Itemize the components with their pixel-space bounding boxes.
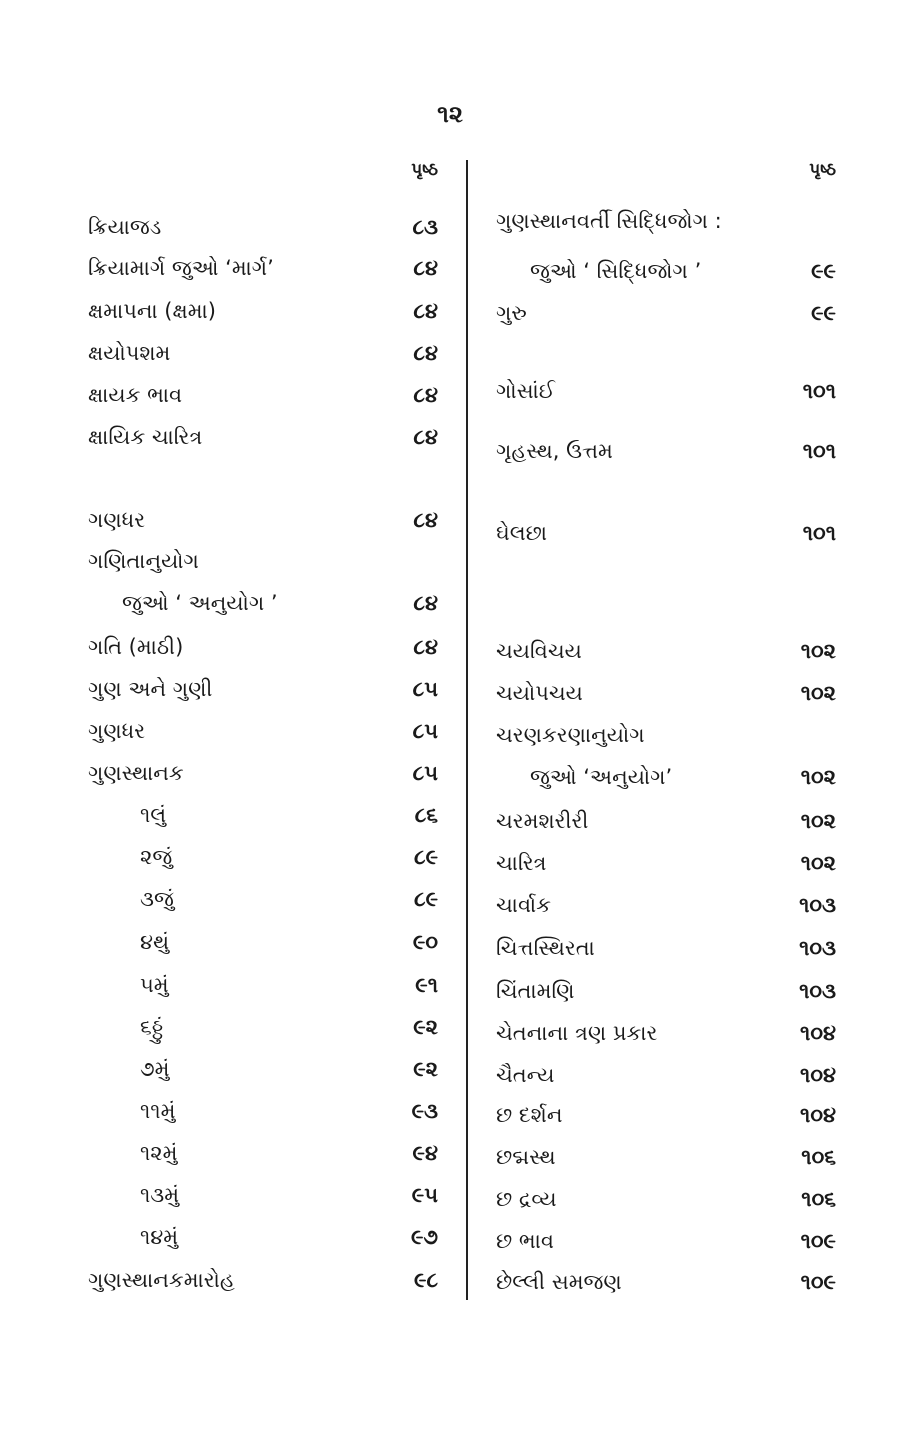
entry-term: ક્ષાયક ભાવ: [88, 383, 183, 407]
entry-term: ચિંતામણિ: [496, 979, 575, 1003]
entry-page: ૧૦૨: [800, 809, 836, 833]
entry-term: ૩જું: [140, 887, 174, 911]
index-entry: [496, 1142, 836, 1172]
index-entry: [496, 890, 836, 920]
entry-page: ૧૦૬: [801, 1145, 836, 1169]
index-entry: [496, 1018, 836, 1048]
index-entry: [496, 933, 836, 963]
index-entry: [88, 1138, 438, 1168]
index-entry: [88, 1054, 438, 1084]
index-entry: [88, 842, 438, 872]
index-entry: [496, 1100, 836, 1130]
index-entry: [496, 762, 836, 792]
entry-page: ૯૮: [414, 1268, 438, 1292]
entry-page: ૧૦૨: [800, 851, 836, 875]
entry-page: ૯૧: [415, 973, 438, 997]
entry-page: ૮૯: [414, 887, 438, 911]
entry-term: ૧૩મું: [140, 1183, 180, 1207]
entry-term: ૧૧મું: [140, 1099, 176, 1123]
entry-page: ૮૫: [412, 677, 438, 701]
index-entry: [496, 848, 836, 878]
entry-term: ૧૨મું: [140, 1141, 178, 1165]
entry-page: ૧૦૪: [800, 1063, 836, 1087]
index-entry: [88, 1265, 438, 1295]
index-entry: [88, 505, 438, 535]
entry-page: ૧૦૬: [801, 1187, 836, 1211]
index-entry: [88, 716, 438, 746]
index-entry: [88, 212, 438, 242]
entry-term: ચૈતન્ય: [496, 1063, 555, 1087]
entry-term: ગુરુ: [496, 301, 527, 325]
entry-term: ક્રિયાજડ: [88, 215, 162, 239]
index-entry: [496, 256, 836, 286]
entry-page: ૯૫: [411, 1183, 438, 1207]
entry-page: ૯૯: [811, 259, 836, 283]
entry-term: છ દ્રવ્ય: [496, 1187, 557, 1211]
entry-term: ચયોપચય: [496, 681, 583, 705]
index-entry: [496, 720, 836, 750]
index-entry: [496, 206, 836, 236]
entry-term: ક્ષાયિક ચારિત્ર: [88, 425, 203, 449]
entry-term: છદ્મસ્થ: [496, 1145, 556, 1169]
entry-term: ઘેલછા: [496, 521, 547, 545]
entry-term: ચરમશરીરી: [496, 809, 589, 833]
index-entry: [88, 1012, 438, 1042]
entry-page: ૮૩: [412, 215, 438, 239]
entry-page: ૯૦: [412, 930, 438, 954]
entry-term: ગુણસ્થાનવર્તી સિદ્ધિજોગ :: [496, 209, 722, 233]
entry-page: ૮૪: [413, 341, 438, 365]
entry-page: ૯૪: [412, 1141, 438, 1165]
entry-term: જુઓ ‘અનુયોગ’: [530, 765, 673, 789]
entry-page: ૯૯: [811, 301, 836, 325]
index-entry: [88, 632, 438, 662]
entry-term: ગૃહસ્થ, ઉત્તમ: [496, 439, 613, 463]
entry-page: ૧૦૯: [800, 1270, 836, 1294]
index-entry: [496, 1184, 836, 1214]
entry-term: ગણિતાનુયોગ: [88, 549, 199, 573]
entry-term: છ ભાવ: [496, 1229, 554, 1253]
entry-term: ચિત્તસ્થિરતા: [496, 936, 595, 960]
entry-term: ૨જું: [140, 845, 173, 869]
entry-term: ગણધર: [88, 508, 146, 532]
entry-term: જુઓ ‘ અનુયોગ ’: [122, 591, 278, 615]
entry-term: ક્રિયામાર્ગ જુઓ ‘માર્ગ’: [88, 256, 274, 280]
entry-page: ૧૦૨: [800, 639, 836, 663]
index-entry: [496, 1226, 836, 1256]
index-entry: [88, 758, 438, 788]
index-entry: [496, 636, 836, 666]
entry-term: ગુણધર: [88, 719, 146, 743]
left-page-header: પૃષ્ઠ: [411, 160, 438, 180]
entry-term: જુઓ ‘ સિદ્ધિજોગ ’: [530, 259, 702, 283]
index-entry: [496, 1267, 836, 1297]
index-entry: [88, 380, 438, 410]
entry-page: ૧૦૪: [800, 1021, 836, 1045]
entry-page: ૧૦૯: [800, 1229, 836, 1253]
entry-term: ૧૪મું: [140, 1225, 179, 1249]
entry-term: ૫મું: [140, 973, 169, 997]
index-entry: [496, 518, 836, 548]
index-entry: [88, 1096, 438, 1126]
entry-page: ૮૪: [413, 591, 438, 615]
entry-page: ૧૦૧: [802, 439, 836, 463]
entry-page: ૧૦૨: [800, 765, 836, 789]
entry-page: ૮૬: [414, 803, 438, 827]
entry-term: ચરણકરણાનુયોગ: [496, 723, 645, 747]
index-entry: [496, 806, 836, 836]
page-number: ૧૨: [437, 100, 463, 128]
index-entry: [88, 800, 438, 830]
entry-term: ક્ષમાપના (ક્ષમા): [88, 299, 216, 323]
entry-page: ૧૦૧: [802, 379, 836, 403]
entry-page: ૮૫: [412, 719, 438, 743]
entry-page: ૮૪: [413, 635, 438, 659]
entry-page: ૮૯: [414, 845, 438, 869]
index-entry: [88, 296, 438, 326]
entry-page: ૧૦૨: [800, 681, 836, 705]
entry-page: ૮૪: [413, 425, 438, 449]
entry-term: ૭મું: [140, 1057, 170, 1081]
index-entry: [496, 376, 836, 406]
entry-page: ૯૨: [413, 1015, 438, 1039]
index-entry: [496, 678, 836, 708]
entry-page: ૧૦૩: [799, 979, 836, 1003]
index-entry: [88, 884, 438, 914]
entry-term: ક્ષયોપશમ: [88, 341, 171, 365]
entry-term: ચેતનાના ત્રણ પ્રકાર: [496, 1021, 658, 1045]
index-entry: [88, 927, 438, 957]
index-entry: [496, 1060, 836, 1090]
entry-page: ૧૦૧: [802, 521, 836, 545]
entry-term: ગુણસ્થાનક: [88, 761, 184, 785]
index-entry: [88, 338, 438, 368]
entry-page: ૧૦૩: [799, 936, 836, 960]
index-entry: [88, 970, 438, 1000]
entry-page: ૮૫: [412, 761, 438, 785]
entry-page: ૯૭: [410, 1225, 438, 1249]
entry-term: ચારિત્ર: [496, 851, 547, 875]
entry-page: ૮૪: [413, 256, 438, 280]
entry-page: ૧૦૪: [800, 1103, 836, 1127]
index-entry: [88, 588, 438, 618]
entry-term: છ દર્શન: [496, 1103, 563, 1127]
entry-term: ગતિ (માઠી): [88, 635, 184, 659]
entry-page: ૯૨: [413, 1057, 438, 1081]
entry-term: છેલ્લી સમજણ: [496, 1270, 622, 1294]
column-divider: [466, 160, 468, 1300]
entry-page: ૮૪: [413, 299, 438, 323]
entry-page: ૮૪: [413, 508, 438, 532]
index-entry: [88, 1180, 438, 1210]
entry-term: ચયવિચય: [496, 639, 582, 663]
index-entry: [496, 298, 836, 328]
entry-term: ૧લું: [140, 803, 167, 827]
index-entry: [88, 422, 438, 452]
right-page-header: પૃષ્ઠ: [809, 160, 836, 180]
index-entry: [496, 976, 836, 1006]
entry-term: ગુણ અને ગુણી: [88, 677, 213, 701]
entry-term: ગુણસ્થાનકમારોહ: [88, 1268, 235, 1292]
entry-term: ચાર્વાક: [496, 893, 551, 917]
entry-term: ૪થું: [140, 930, 170, 954]
index-entry: [88, 674, 438, 704]
index-entry: [88, 546, 438, 576]
index-entry: [88, 1222, 438, 1252]
entry-term: ૬ઠ્ઠું: [140, 1015, 164, 1039]
index-entry: [496, 436, 836, 466]
index-entry: [88, 253, 438, 283]
entry-page: ૯૩: [411, 1099, 438, 1123]
entry-term: ગોસાંઈ: [496, 379, 555, 403]
entry-page: ૧૦૩: [799, 893, 836, 917]
entry-page: ૮૪: [413, 383, 438, 407]
